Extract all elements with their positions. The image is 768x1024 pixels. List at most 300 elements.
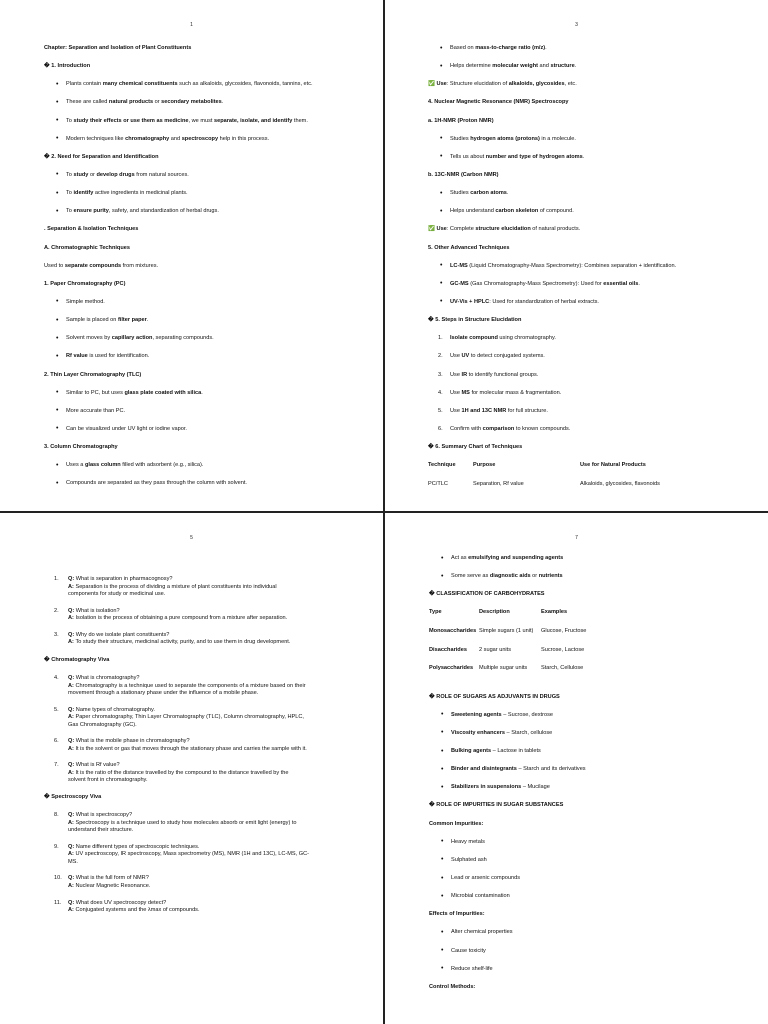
bold-text: Use	[436, 81, 447, 88]
table-cell: Separation, Rf value	[473, 480, 524, 487]
list-item	[450, 45, 736, 53]
bold-text: natural products	[108, 99, 154, 106]
text-run: Use	[450, 353, 462, 360]
text-run: : Used for standardization of herbal extracts.	[489, 298, 599, 305]
question-number: 9.	[54, 843, 59, 850]
section-heading: � Spectroscopy Viva	[44, 793, 102, 800]
table-header-cell: Examples	[541, 609, 568, 616]
text-run: , safety, and standardization of herbal drugs.	[108, 208, 219, 215]
text-run: for full structure.	[506, 407, 548, 414]
text-run: , etc.	[564, 81, 577, 88]
question: Q: Name types of chromatography.	[68, 706, 155, 713]
bullet-list	[450, 136, 736, 162]
table-cell: Multiple sugar units	[479, 665, 528, 672]
list-item	[450, 136, 736, 144]
text-run: (Liquid Chromatography-Mass Spectrometry): Combines separation + identification.	[467, 262, 677, 269]
bold-text: molecular weight	[492, 63, 538, 70]
text-run: Based on	[450, 45, 476, 51]
text-run: .	[574, 63, 577, 70]
bullet-list	[450, 190, 736, 216]
bullet-list	[66, 172, 353, 216]
answer-line: A: To study their structure, medicinal activity, purity, and to use them in drug development.	[68, 639, 291, 646]
bold-text: mass-to-charge ratio (m/z)	[475, 45, 546, 51]
question: Q: What is the full form of NMR?	[68, 875, 149, 882]
list-item: • Heavy metals	[451, 839, 738, 847]
table-header-cell: Purpose	[473, 462, 496, 469]
section-heading: a. 1H-NMR (Proton NMR)	[428, 117, 494, 124]
question-number: 7.	[54, 762, 59, 769]
bold-text: carbon skeleton	[495, 208, 539, 215]
text-run: Some serve as	[451, 573, 490, 580]
text-run: To	[66, 171, 74, 178]
list-item	[66, 426, 353, 434]
answer-line: A: It is the solvent or gas that moves through the stationary phase and carries the sample with it.	[68, 745, 307, 752]
section-heading: � Chromatography Viva	[44, 656, 110, 663]
bold-text: secondary metabolites	[161, 99, 222, 106]
question: Q: What is separation in pharmacognosy?	[68, 576, 173, 582]
text-run: More accurate than PC.	[66, 407, 126, 414]
answer-line: MS.	[68, 858, 78, 865]
bold-text: ensure purity	[73, 208, 109, 215]
list-item	[66, 353, 353, 361]
bold-text: nutrients	[538, 573, 563, 580]
answer-line: A: Nuclear Magnetic Resonance.	[68, 882, 151, 889]
list-item	[451, 712, 738, 720]
text-run: – Lactose in tablets	[491, 748, 541, 755]
list-item	[66, 335, 353, 343]
table-header	[429, 609, 738, 617]
text-run: , we must	[188, 117, 214, 124]
question-number: 11.	[54, 899, 62, 906]
list-item	[450, 63, 736, 71]
list-item	[66, 172, 353, 180]
table-cell: Sucrose, Lactose	[541, 646, 585, 653]
bold-text: UV	[461, 353, 470, 360]
qa-list	[44, 812, 347, 914]
list-item	[451, 784, 738, 792]
bold-text: chromatography	[125, 135, 170, 142]
bold-text: separate compounds	[64, 262, 122, 269]
text-run: (Gas Chromatography-Mass Spectrometry): Used for	[468, 280, 604, 287]
text-run: – Starch and its derivatives	[516, 766, 586, 773]
list-item	[66, 136, 353, 144]
text-run: These are called	[66, 99, 109, 106]
text-run: Can be visualized under UV light or iodine vapor.	[66, 425, 187, 432]
qa-item	[56, 576, 347, 599]
text-run: using chromatography.	[497, 335, 556, 342]
table-cell: Disaccharides	[429, 646, 467, 653]
bold-text: alkaloids, glycosides	[508, 81, 565, 88]
bold-text: number and type of hydrogen atoms	[485, 153, 583, 160]
bold-text: UV-Vis + HPLC	[450, 298, 490, 305]
section-heading: � CLASSIFICATION OF CARBOHYDRATES	[429, 591, 545, 598]
text-run: for molecular mass & fragmentation.	[469, 389, 562, 396]
list-item	[438, 390, 736, 398]
text-run: – Starch, cellulose	[505, 729, 553, 736]
bold-text: filter paper	[117, 317, 147, 324]
section-heading: 5. Other Advanced Techniques	[428, 244, 510, 251]
answer-line: Gas Chromatography (GC).	[68, 721, 137, 728]
section-heading: Common Impurities:	[429, 820, 484, 827]
question-number: 4.	[54, 674, 59, 681]
list-number: 6.	[438, 425, 443, 432]
bold-text: structure elucidation	[475, 226, 531, 233]
text-run: Confirm with	[450, 425, 483, 432]
page-content	[429, 555, 738, 1002]
text-run: Uses a	[66, 462, 85, 469]
list-item: • Sulphated ash	[451, 857, 738, 865]
table-cell: Monosaccharides	[429, 627, 477, 634]
question: Q: What is isolation?	[68, 607, 120, 614]
text-run: .	[506, 190, 509, 197]
bold-text: study their effects or use them as medicine	[73, 117, 189, 124]
list-item	[438, 353, 736, 361]
bold-text: Bulking agents	[451, 748, 492, 755]
list-item: • Cause toxicity	[451, 948, 738, 956]
table-header-cell: Use for Natural Products	[580, 462, 646, 469]
text-run: Similar to PC, but uses	[66, 389, 125, 396]
text-run: or	[530, 573, 539, 580]
table-header-cell: Type	[429, 609, 442, 616]
bold-text: Use	[436, 226, 447, 233]
bold-text: separate, isolate, and identify	[214, 117, 293, 124]
text-run: Plants contain	[66, 81, 103, 88]
bold-text: spectroscopy	[181, 135, 219, 142]
list-item	[451, 766, 738, 774]
text-run: Tells us about	[450, 153, 486, 160]
bold-text: glass column	[84, 462, 121, 469]
qa-item	[56, 632, 347, 647]
question-number: 3.	[54, 631, 59, 638]
answer-line: A: Spectroscopy is a technique used to study how molecules absorb or emit light (energy) to	[68, 819, 297, 826]
table-cell: 2 sugar units	[479, 646, 512, 653]
bold-text: many chemical constituents	[102, 81, 178, 88]
qa-item	[56, 738, 347, 753]
list-item	[438, 426, 736, 434]
text-run: Helps determine	[450, 63, 493, 70]
section-heading: � 6. Summary Chart of Techniques	[428, 444, 523, 451]
text-run: .	[201, 389, 203, 396]
section-heading: 2. Thin Layer Chromatography (TLC)	[44, 371, 142, 378]
text-run: To	[66, 190, 74, 197]
text-run: to identify functional groups.	[467, 371, 539, 378]
list-number: 3.	[438, 371, 443, 378]
text-run: ✅	[428, 81, 437, 88]
text-run: To	[66, 208, 74, 215]
bold-text: hydrogen atoms (protons)	[470, 135, 540, 142]
text-run: Used to	[44, 262, 65, 269]
answer-line: A: Isolation is the process of obtaining a pure compound from a mixture after separation.	[68, 615, 288, 622]
text-run: or	[153, 99, 162, 106]
text-run: Modern techniques like	[66, 135, 126, 142]
answer-line: A: It is the ratio of the distance travelled by the compound to the distance travelled by the	[68, 769, 289, 776]
answer-line: movement through a stationary phase under the influence of a mobile phase.	[68, 690, 259, 697]
qa-item	[56, 608, 347, 623]
question: Q: Name different types of spectroscopic techniques.	[68, 843, 200, 850]
page-number: 5	[190, 535, 193, 541]
bold-text: essential oils	[603, 280, 639, 287]
bold-text: emulsifying and suspending agents	[468, 555, 564, 561]
bullet-list	[66, 81, 353, 143]
text-run: Compounds are separated as they pass through the column with solvent.	[66, 480, 247, 487]
list-item	[66, 190, 353, 198]
bold-text: comparison	[482, 425, 515, 432]
bold-text: IR	[461, 371, 468, 378]
text-run: to detect conjugated systems.	[469, 353, 545, 360]
text-run: , separating compounds.	[152, 335, 214, 342]
bullet-list	[66, 299, 353, 361]
list-item	[66, 317, 353, 325]
question-number: 10.	[54, 875, 62, 882]
qa-item	[56, 875, 347, 890]
table-cell: PC/TLC	[428, 480, 448, 487]
list-number: 1.	[438, 335, 443, 342]
table-row	[429, 647, 738, 655]
list-number: 5.	[438, 407, 443, 414]
numbered-list	[438, 335, 736, 433]
bullet-list	[451, 555, 738, 581]
list-item	[451, 573, 738, 581]
text-run: .	[221, 99, 224, 106]
text-run: and	[169, 135, 182, 142]
bold-text: study	[73, 171, 89, 178]
answer-line: A: Separation is the process of dividing a mixture of plant constituents into individual	[68, 583, 277, 590]
section-heading: Effects of Impurities:	[429, 911, 485, 918]
text-run: filled with adsorbent (e.g., silica).	[120, 462, 204, 469]
section-heading: � ROLE OF IMPURITIES IN SUGAR SUBSTANCES	[429, 802, 564, 809]
bullet-list	[66, 462, 353, 488]
section-heading: 3. Column Chromatography	[44, 444, 118, 451]
question-number: 8.	[54, 812, 59, 819]
page-7	[385, 513, 768, 1024]
question: Q: What is Rf value?	[68, 762, 120, 769]
text-run: : Complete	[446, 226, 476, 233]
qa-list	[44, 675, 347, 785]
question: Q: What does UV spectroscopy detect?	[68, 899, 167, 906]
list-item	[451, 555, 738, 563]
table-cell: Polysaccharides	[429, 665, 474, 672]
text-run: – Sucrose, dextrose	[501, 711, 553, 718]
text-run: of natural products.	[530, 226, 581, 233]
text-run: ✅	[428, 226, 437, 233]
text-run: .	[545, 45, 547, 51]
bold-text: Sweetening agents	[451, 711, 502, 718]
qa-item	[56, 812, 347, 835]
text-run: from mixtures.	[121, 262, 159, 269]
answer-line: components for study or medicinal use.	[68, 591, 166, 598]
question: Q: What is spectroscopy?	[68, 812, 133, 819]
section-heading: � 5. Steps in Structure Elucidation	[428, 317, 522, 324]
paragraph	[44, 263, 353, 271]
table-row	[429, 628, 738, 636]
bold-text: carbon atoms	[470, 190, 507, 197]
list-item	[66, 118, 353, 126]
section-heading: Control Methods:	[429, 983, 476, 990]
list-item	[450, 299, 736, 307]
page-1	[0, 0, 383, 511]
bold-text: structure	[550, 63, 575, 70]
list-item	[450, 281, 736, 289]
bullet-list	[450, 45, 736, 71]
text-run: them.	[292, 117, 308, 124]
table-cell: Alkaloids, glycosides, flavonoids	[580, 480, 660, 487]
text-run: Helps understand	[450, 208, 496, 215]
question-number: 5.	[54, 706, 59, 713]
table-row	[429, 665, 738, 673]
page-number: 7	[575, 535, 578, 541]
qa-item	[56, 675, 347, 698]
text-run: Solvent moves by	[66, 335, 112, 342]
bold-text: develop drugs	[96, 171, 135, 178]
list-item	[66, 390, 353, 398]
text-run: Sample is placed on	[66, 317, 118, 324]
text-run: To	[66, 117, 74, 124]
text-run: : Structure elucidation of	[446, 81, 509, 88]
table-cell: Simple sugars (1 unit)	[479, 627, 534, 634]
list-item	[66, 99, 353, 107]
chapter-title: Chapter: Separation and Isolation of Plant Constituents	[44, 45, 192, 51]
list-item	[450, 208, 736, 216]
page-number: 3	[575, 22, 578, 28]
bold-text: Viscosity enhancers	[451, 729, 505, 736]
question: Q: Why do we isolate plant constituents?	[68, 631, 170, 638]
table-body	[429, 628, 738, 673]
text-run: .	[638, 280, 640, 287]
list-item: • Microbial contamination	[451, 893, 738, 901]
page-number: 1	[190, 22, 193, 28]
page-content	[44, 576, 347, 924]
section-heading: � 2. Need for Separation and Identification	[44, 153, 159, 160]
text-run: Act as	[451, 555, 469, 561]
list-item	[66, 299, 353, 307]
bold-text: identify	[73, 190, 94, 197]
text-run: Use	[450, 371, 462, 378]
bold-text: GC-MS	[450, 280, 469, 287]
text-run: – Mucilage	[521, 784, 550, 791]
bold-text: capillary action	[111, 335, 153, 342]
text-run: such as alkaloids, glycosides, flavonoids, tannins, etc.	[177, 81, 313, 88]
table-header-cell: Technique	[428, 462, 456, 469]
text-run: .	[582, 153, 585, 160]
page-content	[428, 45, 736, 499]
bullet-list	[451, 839, 738, 901]
section-heading: � ROLE OF SUGARS AS ADJUVANTS IN DRUGS	[429, 693, 560, 700]
table-header-cell: Description	[479, 609, 510, 616]
text-run: and	[538, 63, 551, 70]
qa-item	[56, 900, 347, 915]
text-run: Simple method.	[66, 298, 105, 305]
list-item	[66, 480, 353, 488]
text-run: Use	[450, 389, 462, 396]
text-run: Studies	[450, 190, 471, 197]
text-run: in a molecule.	[539, 135, 576, 142]
section-heading: 1. Paper Chromatography (PC)	[44, 280, 126, 287]
answer-line: A: Conjugated systems and the λmax of compounds.	[68, 907, 200, 914]
section-heading: b. 13C-NMR (Carbon NMR)	[428, 171, 499, 178]
question-number: 2.	[54, 607, 59, 614]
list-item	[438, 408, 736, 416]
bold-text: diagnostic aids	[489, 573, 531, 580]
use-note	[428, 226, 736, 234]
section-heading: 4. Nuclear Magnetic Resonance (NMR) Spectroscopy	[428, 99, 569, 106]
answer-line: A: Chromatography is a technique used to separate the components of a mixture based on their	[68, 682, 306, 689]
bullet-list	[451, 712, 738, 792]
bold-text: glass plate coated with silica	[124, 389, 202, 396]
answer-line: solvent front in chromatography.	[68, 777, 148, 784]
list-item	[451, 730, 738, 738]
bold-text: MS	[461, 389, 470, 396]
bullet-list	[451, 929, 738, 973]
list-item	[450, 154, 736, 162]
question: Q: What is chromatography?	[68, 674, 140, 681]
list-item: • Lead or arsenic compounds	[451, 875, 738, 883]
text-run: to known compounds.	[514, 425, 571, 432]
question-number: 6.	[54, 738, 59, 745]
text-run: or	[88, 171, 97, 178]
table-cell: Starch, Cellulose	[541, 665, 584, 672]
bold-text: Isolate compound	[450, 335, 498, 342]
answer-line: A: UV spectroscopy, IR spectroscopy, Mass spectrometry (MS), NMR (1H and 13C), LC-MS, GC-	[68, 851, 310, 858]
text-run: help in this process.	[218, 135, 270, 142]
list-item	[438, 372, 736, 380]
list-number: 2.	[438, 353, 443, 360]
table-row	[428, 481, 736, 489]
list-item	[450, 263, 736, 271]
bullet-list	[450, 263, 736, 307]
bold-text: LC-MS	[450, 262, 468, 269]
page-content	[44, 45, 353, 499]
section-heading: A. Chromatographic Techniques	[44, 244, 130, 251]
list-item	[66, 408, 353, 416]
bold-text: Rf value	[66, 353, 88, 360]
text-run: Use	[450, 407, 462, 414]
list-item	[438, 335, 736, 343]
qa-list	[44, 576, 347, 647]
text-run: .	[146, 317, 149, 324]
list-item	[451, 748, 738, 756]
section-heading: . Separation & Isolation Techniques	[44, 226, 139, 233]
text-run: Studies	[450, 135, 471, 142]
question: Q: What is the mobile phase in chromatography?	[68, 738, 190, 745]
text-run: of compound.	[538, 208, 574, 215]
qa-item	[56, 844, 347, 867]
list-number: 4.	[438, 389, 443, 396]
qa-item	[56, 762, 347, 785]
list-item	[66, 208, 353, 216]
answer-line: understand their structure.	[68, 827, 134, 834]
question-number: 1.	[54, 576, 59, 582]
answer-line: A: Paper chromatography, Thin Layer Chromatography (TLC), Column chromatography, HPLC,	[68, 714, 304, 721]
list-item	[66, 81, 353, 89]
use-note	[428, 81, 736, 89]
bullet-list	[66, 390, 353, 434]
list-item: • Reduce shelf-life	[451, 966, 738, 974]
bold-text: 1H and 13C NMR	[461, 407, 507, 414]
text-run: from natural sources.	[134, 171, 189, 178]
bold-text: Binder and disintegrants	[451, 766, 517, 773]
text-run: active ingredients in medicinal plants.	[93, 190, 188, 197]
table-cell: Glucose, Fructose	[541, 627, 587, 634]
qa-item	[56, 707, 347, 730]
page-5	[0, 513, 383, 1024]
section-heading: � 1. Introduction	[44, 63, 91, 70]
list-item: • Alter chemical properties	[451, 929, 738, 937]
list-item	[450, 190, 736, 198]
list-item	[66, 462, 353, 470]
text-run: is used for identification.	[87, 353, 150, 360]
bold-text: Stabilizers in suspensions	[451, 784, 522, 791]
page-3	[385, 0, 768, 511]
